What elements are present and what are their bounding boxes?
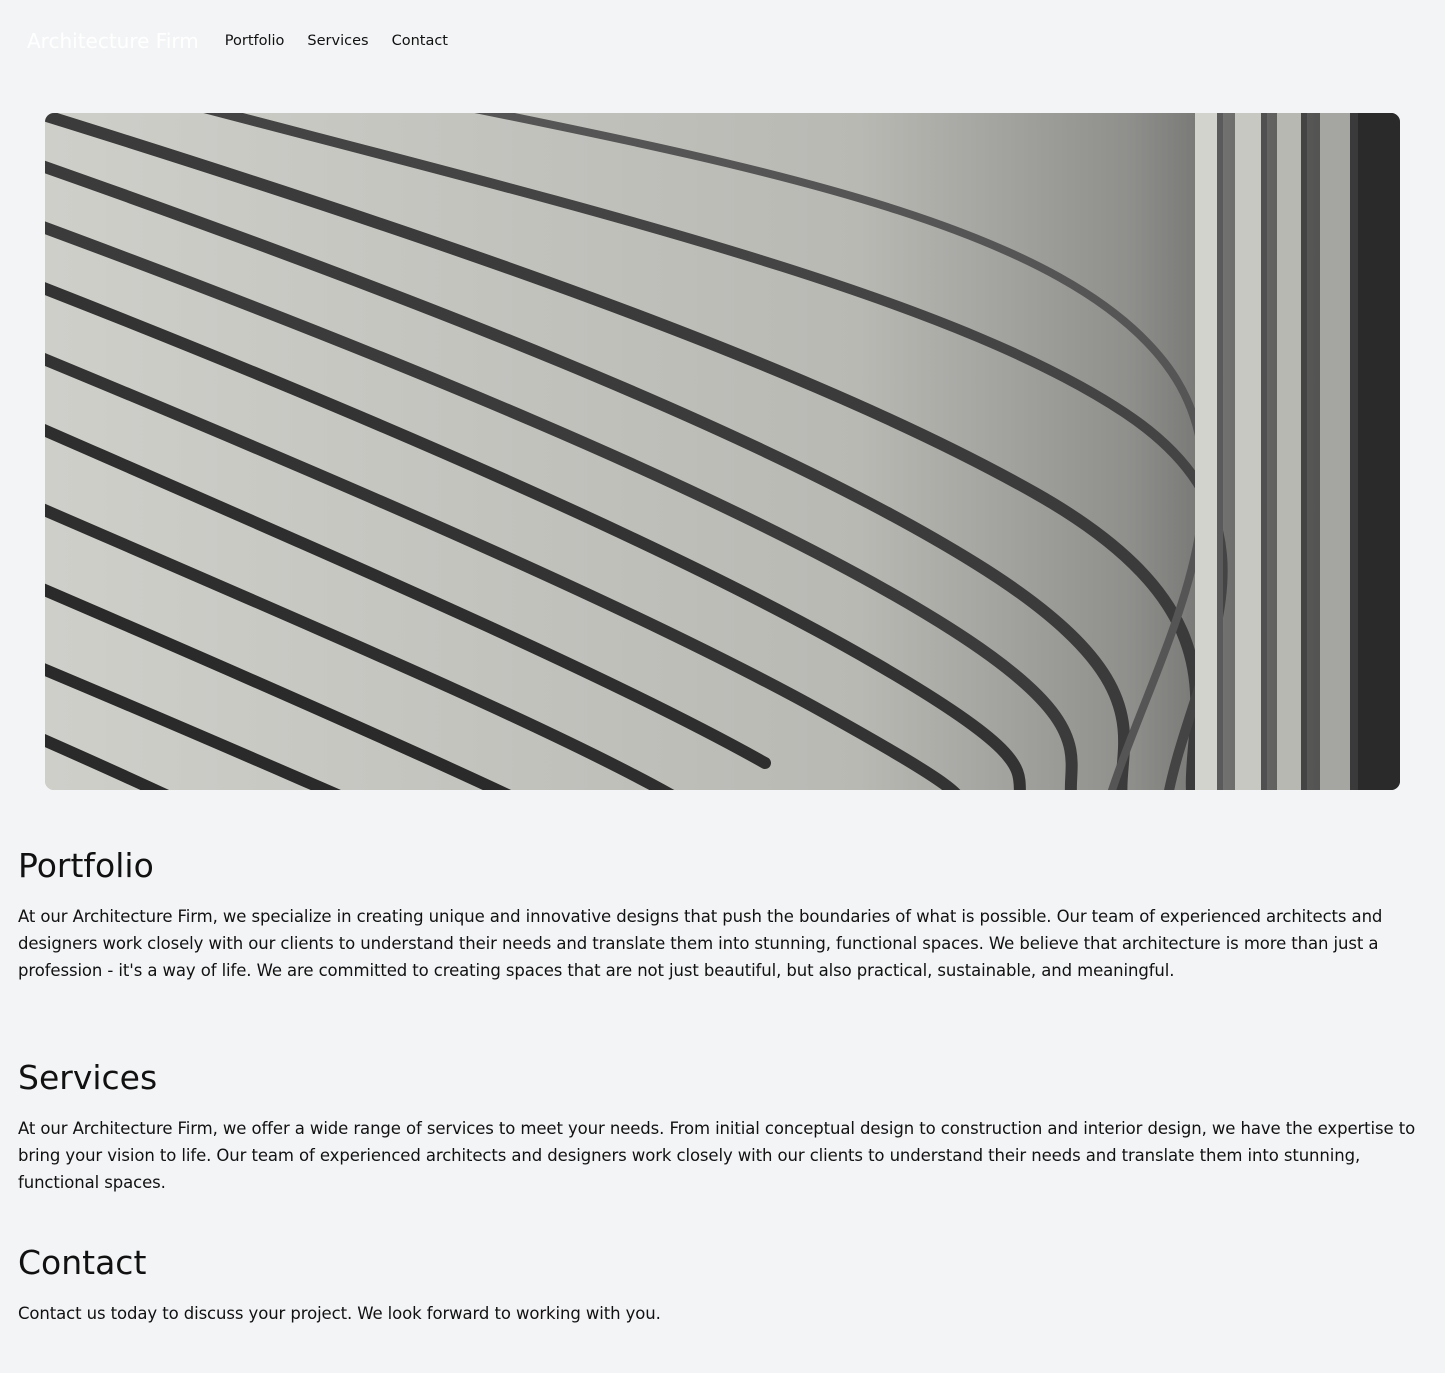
services-text: At our Architecture Firm, we offer a wide range of services to meet your needs. From initial conceptual design to construction and interior design, we have the expertise to bring your vision to life. Our team of experienced architects and designers work closely with our clients to understand their needs and translate them into stunning, functional spaces.: [18, 1119, 1416, 1192]
contact-section: [18, 1243, 1418, 1327]
nav-link-services[interactable]: Services: [307, 33, 369, 49]
hero-architecture-photo: [45, 113, 1400, 790]
portfolio-heading: Portfolio: [18, 846, 154, 885]
portfolio-text: At our Architecture Firm, we specialize in creating unique and innovative designs that push the boundaries of what is possible. Our team of experienced architects and designers work closely with our clients to understand their needs and translate them into stunning, functional spaces. We believe that architecture is more than just a profession - it's a way of life. We are committed to creating spaces that are not just beautiful, but also practical, sustainable, and meaningful.: [18, 907, 1383, 980]
top-navigation: [0, 0, 1445, 82]
brand-logo-link[interactable]: Architecture Firm: [27, 29, 199, 53]
contact-text: Contact us today to discuss your project. We look forward to working with you.: [18, 1304, 661, 1323]
nav-link-portfolio[interactable]: Portfolio: [224, 33, 285, 49]
portfolio-section: [18, 846, 1418, 984]
contact-heading: Contact: [18, 1243, 147, 1282]
services-heading: Services: [18, 1058, 158, 1097]
services-section: [18, 1058, 1418, 1196]
nav-link-contact[interactable]: Contact: [391, 33, 448, 49]
hero-image: [45, 113, 1400, 790]
